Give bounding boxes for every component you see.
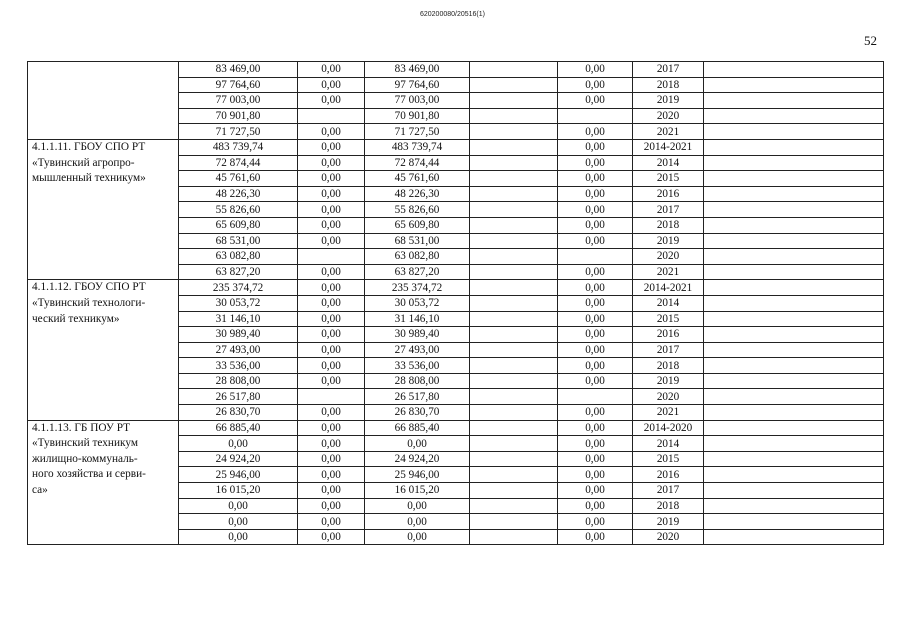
local-budget-cell [470,483,558,499]
extrabudget-cell: 0,00 [558,483,633,499]
federal-budget-cell: 0,00 [298,186,365,202]
total-cell: 45 761,60 [179,171,298,187]
program-item-name-line: ческий техникум» [32,312,120,325]
responsible-cell [704,264,884,280]
responsible-cell [704,295,884,311]
extrabudget-cell: 0,00 [558,529,633,545]
program-item-name-line: ного хозяйства и серви- [32,468,146,481]
extrabudget-cell: 0,00 [558,342,633,358]
federal-budget-cell: 0,00 [298,342,365,358]
responsible-cell [704,280,884,296]
federal-budget-cell: 0,00 [298,217,365,233]
responsible-cell [704,233,884,249]
local-budget-cell [470,514,558,530]
year-cell: 2017 [633,483,704,499]
federal-budget-cell: 0,00 [298,327,365,343]
responsible-cell [704,483,884,499]
responsible-cell [704,451,884,467]
total-cell: 77 003,00 [179,93,298,109]
federal-budget-cell: 0,00 [298,467,365,483]
extrabudget-cell: 0,00 [558,124,633,140]
republic-budget-cell: 48 226,30 [365,186,470,202]
local-budget-cell [470,327,558,343]
republic-budget-cell: 27 493,00 [365,342,470,358]
federal-budget-cell: 0,00 [298,498,365,514]
republic-budget-cell: 26 830,70 [365,405,470,421]
program-item-name [28,139,179,279]
republic-budget-cell: 55 826,60 [365,202,470,218]
total-cell: 235 374,72 [179,280,298,296]
responsible-cell [704,186,884,202]
responsible-cell [704,358,884,374]
total-cell: 26 517,80 [179,389,298,405]
year-cell: 2015 [633,451,704,467]
federal-budget-cell: 0,00 [298,139,365,155]
federal-budget-cell [298,389,365,405]
year-cell: 2017 [633,62,704,78]
extrabudget-cell [558,389,633,405]
republic-budget-cell: 0,00 [365,529,470,545]
local-budget-cell [470,77,558,93]
total-cell: 71 727,50 [179,124,298,140]
extrabudget-cell: 0,00 [558,62,633,78]
local-budget-cell [470,467,558,483]
local-budget-cell [470,529,558,545]
extrabudget-cell: 0,00 [558,280,633,296]
extrabudget-cell [558,249,633,265]
program-item-name-line: 4.1.1.12. ГБОУ СПО РТ [32,281,146,294]
extrabudget-cell: 0,00 [558,186,633,202]
total-cell: 30 989,40 [179,327,298,343]
local-budget-cell [470,62,558,78]
federal-budget-cell: 0,00 [298,405,365,421]
local-budget-cell [470,108,558,124]
responsible-cell [704,342,884,358]
responsible-cell [704,77,884,93]
total-cell: 72 874,44 [179,155,298,171]
republic-budget-cell: 24 924,20 [365,451,470,467]
year-cell: 2014-2021 [633,280,704,296]
total-cell: 26 830,70 [179,405,298,421]
extrabudget-cell: 0,00 [558,514,633,530]
federal-budget-cell: 0,00 [298,420,365,436]
responsible-cell [704,420,884,436]
total-cell: 63 082,80 [179,249,298,265]
extrabudget-cell: 0,00 [558,139,633,155]
year-cell: 2019 [633,93,704,109]
federal-budget-cell: 0,00 [298,124,365,140]
republic-budget-cell: 63 827,20 [365,264,470,280]
responsible-cell [704,467,884,483]
local-budget-cell [470,451,558,467]
total-cell: 97 764,60 [179,77,298,93]
local-budget-cell [470,311,558,327]
year-cell: 2018 [633,77,704,93]
federal-budget-cell: 0,00 [298,62,365,78]
local-budget-cell [470,342,558,358]
extrabudget-cell: 0,00 [558,467,633,483]
local-budget-cell [470,405,558,421]
local-budget-cell [470,249,558,265]
federal-budget-cell: 0,00 [298,280,365,296]
local-budget-cell [470,420,558,436]
republic-budget-cell: 83 469,00 [365,62,470,78]
local-budget-cell [470,389,558,405]
extrabudget-cell: 0,00 [558,295,633,311]
federal-budget-cell: 0,00 [298,93,365,109]
federal-budget-cell: 0,00 [298,514,365,530]
responsible-cell [704,139,884,155]
year-cell: 2015 [633,171,704,187]
republic-budget-cell: 33 536,00 [365,358,470,374]
program-item-name-line: «Тувинский агропро- [32,156,135,169]
total-cell: 16 015,20 [179,483,298,499]
responsible-cell [704,217,884,233]
federal-budget-cell: 0,00 [298,373,365,389]
extrabudget-cell: 0,00 [558,77,633,93]
republic-budget-cell: 71 727,50 [365,124,470,140]
table-body [28,62,884,545]
republic-budget-cell: 25 946,00 [365,467,470,483]
local-budget-cell [470,264,558,280]
republic-budget-cell: 483 739,74 [365,139,470,155]
responsible-cell [704,62,884,78]
local-budget-cell [470,139,558,155]
federal-budget-cell: 0,00 [298,77,365,93]
republic-budget-cell: 77 003,00 [365,93,470,109]
local-budget-cell [470,124,558,140]
responsible-cell [704,155,884,171]
responsible-cell [704,202,884,218]
table-row [28,420,884,436]
responsible-cell [704,405,884,421]
extrabudget-cell: 0,00 [558,373,633,389]
total-cell: 63 827,20 [179,264,298,280]
program-item-name-line: «Тувинский техникум [32,437,138,450]
total-cell: 0,00 [179,514,298,530]
total-cell: 30 053,72 [179,295,298,311]
extrabudget-cell: 0,00 [558,217,633,233]
republic-budget-cell: 235 374,72 [365,280,470,296]
program-item-name [28,420,179,545]
local-budget-cell [470,358,558,374]
extrabudget-cell: 0,00 [558,358,633,374]
total-cell: 68 531,00 [179,233,298,249]
federal-budget-cell: 0,00 [298,171,365,187]
year-cell: 2019 [633,373,704,389]
local-budget-cell [470,373,558,389]
republic-budget-cell: 70 901,80 [365,108,470,124]
total-cell: 83 469,00 [179,62,298,78]
republic-budget-cell: 31 146,10 [365,311,470,327]
year-cell: 2019 [633,233,704,249]
financing-table [27,61,884,545]
federal-budget-cell: 0,00 [298,202,365,218]
table-row [28,62,884,78]
total-cell: 0,00 [179,436,298,452]
federal-budget-cell: 0,00 [298,311,365,327]
extrabudget-cell: 0,00 [558,451,633,467]
total-cell: 0,00 [179,529,298,545]
total-cell: 27 493,00 [179,342,298,358]
federal-budget-cell [298,108,365,124]
republic-budget-cell: 0,00 [365,498,470,514]
republic-budget-cell: 30 989,40 [365,327,470,343]
year-cell: 2014 [633,155,704,171]
year-cell: 2014-2021 [633,139,704,155]
total-cell: 55 826,60 [179,202,298,218]
total-cell: 28 808,00 [179,373,298,389]
federal-budget-cell: 0,00 [298,436,365,452]
table-row [28,280,884,296]
federal-budget-cell: 0,00 [298,451,365,467]
responsible-cell [704,514,884,530]
federal-budget-cell: 0,00 [298,155,365,171]
extrabudget-cell: 0,00 [558,327,633,343]
extrabudget-cell: 0,00 [558,155,633,171]
table-row [28,139,884,155]
program-item-name [28,62,179,140]
republic-budget-cell: 66 885,40 [365,420,470,436]
program-item-name-line: мышленный техникум» [32,172,146,185]
local-budget-cell [470,171,558,187]
year-cell: 2016 [633,327,704,343]
local-budget-cell [470,498,558,514]
extrabudget-cell: 0,00 [558,93,633,109]
responsible-cell [704,171,884,187]
responsible-cell [704,124,884,140]
local-budget-cell [470,217,558,233]
local-budget-cell [470,280,558,296]
year-cell: 2020 [633,389,704,405]
federal-budget-cell: 0,00 [298,358,365,374]
program-item-name-line: жилищно-коммуналь- [32,452,138,465]
year-cell: 2017 [633,202,704,218]
republic-budget-cell: 0,00 [365,436,470,452]
extrabudget-cell: 0,00 [558,202,633,218]
local-budget-cell [470,233,558,249]
extrabudget-cell: 0,00 [558,498,633,514]
republic-budget-cell: 63 082,80 [365,249,470,265]
year-cell: 2016 [633,186,704,202]
local-budget-cell [470,202,558,218]
year-cell: 2016 [633,467,704,483]
year-cell: 2018 [633,217,704,233]
extrabudget-cell: 0,00 [558,233,633,249]
program-item-name [28,280,179,420]
extrabudget-cell: 0,00 [558,264,633,280]
extrabudget-cell [558,108,633,124]
republic-budget-cell: 28 808,00 [365,373,470,389]
responsible-cell [704,373,884,389]
responsible-cell [704,327,884,343]
federal-budget-cell: 0,00 [298,264,365,280]
republic-budget-cell: 0,00 [365,514,470,530]
republic-budget-cell: 97 764,60 [365,77,470,93]
year-cell: 2014-2020 [633,420,704,436]
federal-budget-cell: 0,00 [298,233,365,249]
local-budget-cell [470,295,558,311]
year-cell: 2018 [633,358,704,374]
total-cell: 48 226,30 [179,186,298,202]
total-cell: 24 924,20 [179,451,298,467]
federal-budget-cell: 0,00 [298,483,365,499]
program-item-name-line: 4.1.1.11. ГБОУ СПО РТ [32,140,146,153]
responsible-cell [704,389,884,405]
year-cell: 2014 [633,295,704,311]
extrabudget-cell: 0,00 [558,405,633,421]
year-cell: 2020 [633,249,704,265]
republic-budget-cell: 26 517,80 [365,389,470,405]
extrabudget-cell: 0,00 [558,436,633,452]
total-cell: 483 739,74 [179,139,298,155]
responsible-cell [704,436,884,452]
responsible-cell [704,108,884,124]
extrabudget-cell: 0,00 [558,311,633,327]
local-budget-cell [470,436,558,452]
local-budget-cell [470,186,558,202]
total-cell: 70 901,80 [179,108,298,124]
year-cell: 2021 [633,264,704,280]
responsible-cell [704,93,884,109]
program-item-name-line: са» [32,484,48,497]
republic-budget-cell: 45 761,60 [365,171,470,187]
total-cell: 25 946,00 [179,467,298,483]
year-cell: 2014 [633,436,704,452]
year-cell: 2017 [633,342,704,358]
republic-budget-cell: 30 053,72 [365,295,470,311]
total-cell: 0,00 [179,498,298,514]
year-cell: 2021 [633,405,704,421]
local-budget-cell [470,155,558,171]
total-cell: 66 885,40 [179,420,298,436]
program-item-name-line: 4.1.1.13. ГБ ПОУ РТ [32,421,131,434]
page-number: 52 [864,33,877,48]
extrabudget-cell: 0,00 [558,420,633,436]
year-cell: 2021 [633,124,704,140]
program-item-name-line: «Тувинский технологи- [32,296,146,309]
extrabudget-cell: 0,00 [558,171,633,187]
year-cell: 2020 [633,529,704,545]
year-cell: 2015 [633,311,704,327]
federal-budget-cell [298,249,365,265]
republic-budget-cell: 72 874,44 [365,155,470,171]
republic-budget-cell: 68 531,00 [365,233,470,249]
responsible-cell [704,249,884,265]
republic-budget-cell: 16 015,20 [365,483,470,499]
total-cell: 33 536,00 [179,358,298,374]
year-cell: 2018 [633,498,704,514]
republic-budget-cell: 65 609,80 [365,217,470,233]
responsible-cell [704,498,884,514]
federal-budget-cell: 0,00 [298,529,365,545]
document-id: 620200080/20516(1) [419,11,485,18]
responsible-cell [704,311,884,327]
year-cell: 2020 [633,108,704,124]
total-cell: 65 609,80 [179,217,298,233]
total-cell: 31 146,10 [179,311,298,327]
local-budget-cell [470,93,558,109]
responsible-cell [704,529,884,545]
federal-budget-cell: 0,00 [298,295,365,311]
year-cell: 2019 [633,514,704,530]
